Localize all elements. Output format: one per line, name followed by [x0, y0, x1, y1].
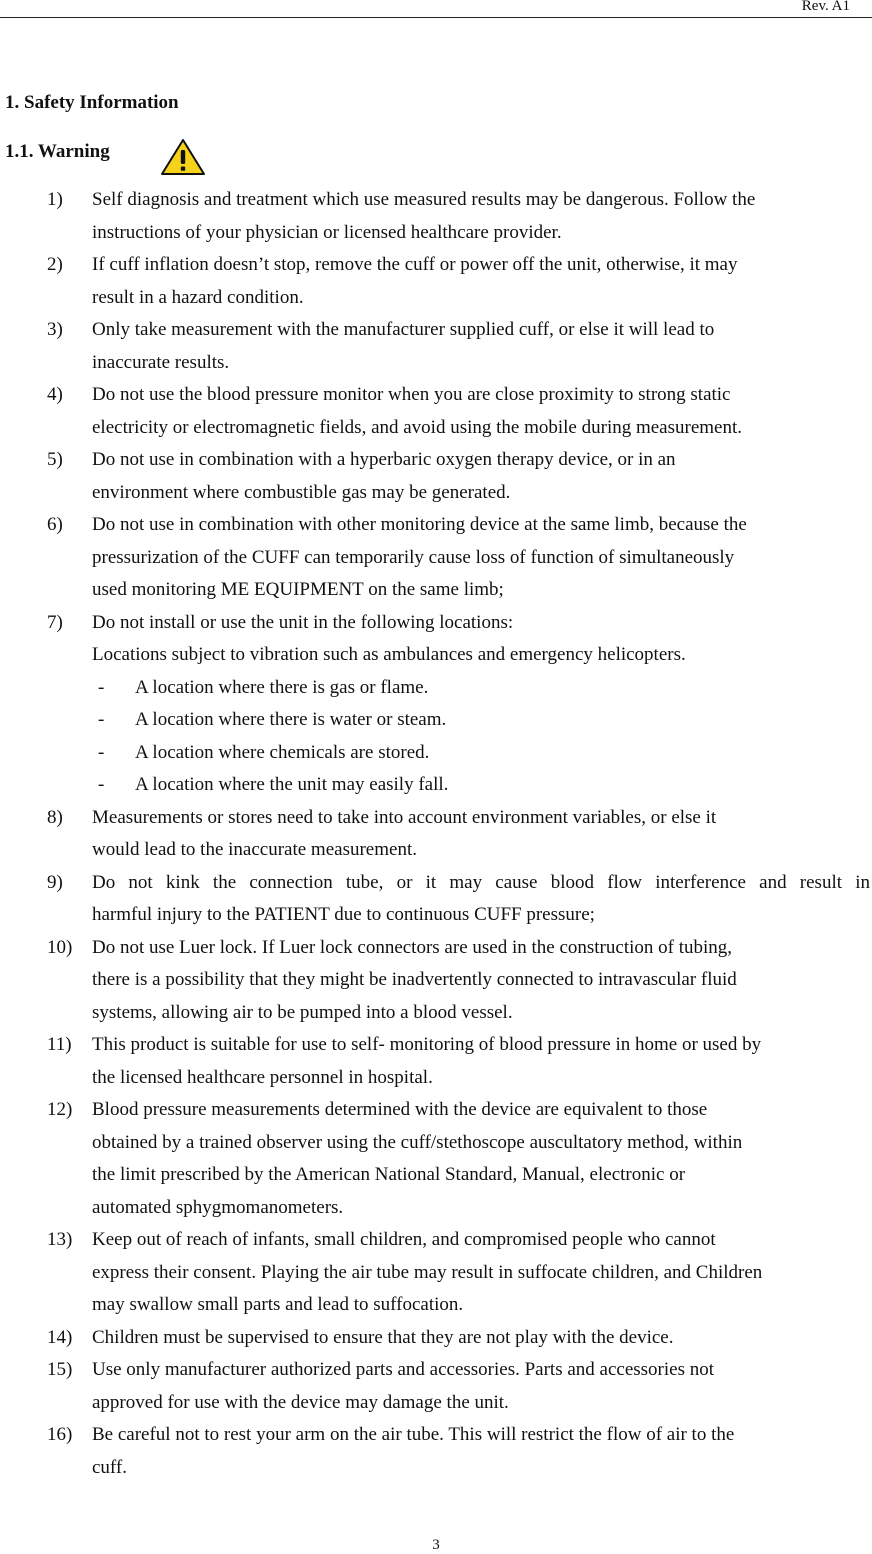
warning-item: [0, 249, 872, 314]
item-text-line: there is a possibility that they might be inadvertently connected to intravascular fluid: [92, 969, 737, 990]
header-divider: [0, 17, 872, 18]
item-text-line: Be careful not to rest your arm on the air tube. This will restrict the flow of air to the: [92, 1424, 735, 1445]
warning-item: [0, 1029, 872, 1094]
warning-item: [0, 1354, 872, 1419]
item-text-line: Do not use in combination with a hyperbaric oxygen therapy device, or in an: [92, 449, 676, 470]
item-text-line: the licensed healthcare personnel in hospital.: [92, 1066, 433, 1088]
subsection-title: 1.1. Warning: [5, 141, 110, 162]
item-text-line: pressurization of the CUFF can temporarily cause loss of function of simultaneously: [92, 546, 735, 568]
item-number: 7): [47, 611, 63, 633]
item-number: 11): [47, 1034, 72, 1055]
bullet-dash: -: [98, 709, 105, 730]
item-text-line: Do not install or use the unit in the following locations:: [92, 611, 514, 633]
item-number: 2): [47, 254, 63, 275]
item-number: 8): [47, 806, 63, 828]
item-text-line: used monitoring ME EQUIPMENT on the same limb;: [92, 579, 504, 600]
item-text-line: result in a hazard condition.: [92, 286, 304, 308]
item-text-line: Keep out of reach of infants, small children, and compromised people who cannot: [92, 1229, 716, 1250]
sub-item: [0, 704, 872, 737]
sub-item-text: A location where the unit may easily fall.: [135, 774, 449, 795]
item-text-line: instructions of your physician or licensed healthcare provider.: [92, 221, 562, 243]
item-number: 13): [47, 1229, 73, 1250]
item-text-line: environment where combustible gas may be generated.: [92, 481, 511, 503]
item-text-line: express their consent. Playing the air tube may result in suffocate children, and Children: [92, 1261, 763, 1283]
item-text-line: This product is suitable for use to self- monitoring of blood pressure in home or used by: [92, 1034, 762, 1055]
item-text-line: electricity or electromagnetic fields, and avoid using the mobile during measurement.: [92, 416, 743, 438]
item-text-line: Only take measurement with the manufacturer supplied cuff, or else it will lead to: [92, 319, 715, 340]
item-text-line: inaccurate results.: [92, 351, 230, 373]
item-text-line: automated sphygmomanometers.: [92, 1196, 344, 1218]
item-text-line: harmful injury to the PATIENT due to continuous CUFF pressure;: [92, 904, 595, 925]
item-number: 15): [47, 1359, 73, 1380]
item-text-line: Use only manufacturer authorized parts and accessories. Parts and accessories not: [92, 1359, 715, 1380]
item-text-line: approved for use with the device may damage the unit.: [92, 1391, 509, 1413]
item-number: 6): [47, 514, 63, 535]
item-text-line: Children must be supervised to ensure that they are not play with the device.: [92, 1326, 674, 1348]
item-text-line: Self diagnosis and treatment which use measured results may be dangerous. Follow the: [92, 189, 756, 210]
item-text-line: Locations subject to vibration such as ambulances and emergency helicopters.: [92, 644, 686, 665]
item-text-line: Measurements or stores need to take into account environment variables, or else it: [92, 806, 717, 828]
warning-item: [0, 314, 872, 379]
item-text-line: Do not use in combination with other monitoring device at the same limb, because the: [92, 514, 747, 535]
warning-item: [0, 1419, 872, 1484]
item-text-line: Do not use Luer lock. If Luer lock connectors are used in the construction of tubing,: [92, 936, 733, 958]
item-number: 9): [47, 871, 63, 893]
item-number: 16): [47, 1424, 73, 1445]
warning-item: [0, 509, 872, 607]
section-title: 1. Safety Information: [5, 92, 179, 113]
item-text-line: Do not use the blood pressure monitor when you are close proximity to strong static: [92, 384, 731, 405]
header-revision: Rev. A1: [801, 0, 850, 14]
item-text-line: may swallow small parts and lead to suffocation.: [92, 1294, 464, 1315]
warning-item: [0, 379, 872, 444]
warning-item: [0, 1094, 872, 1224]
sub-item-text: A location where there is water or steam.: [135, 709, 447, 730]
item-number: 1): [47, 189, 63, 210]
warning-item: [0, 867, 872, 932]
bullet-dash: -: [98, 676, 105, 698]
item-number: 4): [47, 384, 63, 405]
sub-item-text: A location where there is gas or flame.: [135, 676, 429, 698]
sub-item-text: A location where chemicals are stored.: [135, 741, 430, 763]
item-number: 12): [47, 1099, 73, 1120]
item-number: 10): [47, 936, 73, 958]
warning-triangle-icon: [160, 138, 206, 176]
page-number: 3: [432, 1537, 440, 1553]
item-text-line: cuff.: [92, 1456, 127, 1478]
sub-item: [0, 737, 872, 770]
item-number: 5): [47, 449, 63, 470]
warning-item: [0, 1224, 872, 1322]
sub-item: [0, 769, 872, 802]
warning-item: [0, 1322, 872, 1355]
warning-item: [0, 802, 872, 867]
item-text-line: Blood pressure measurements determined with the device are equivalent to those: [92, 1099, 708, 1120]
bullet-dash: -: [98, 741, 105, 763]
item-text-line: Do not kink the connection tube, or it may cause blood flow interference and result in: [92, 871, 870, 893]
item-text-line: would lead to the inaccurate measurement.: [92, 839, 417, 860]
warning-item: [0, 184, 872, 249]
item-text-line: If cuff inflation doesn’t stop, remove the cuff or power off the unit, otherwise, it may: [92, 254, 738, 275]
sub-item: [0, 672, 872, 705]
warning-item: [0, 607, 872, 672]
bullet-dash: -: [98, 774, 105, 795]
warning-item: [0, 444, 872, 509]
item-text-line: the limit prescribed by the American National Standard, Manual, electronic or: [92, 1164, 686, 1185]
warning-list: [0, 184, 872, 1484]
warning-item: [0, 932, 872, 1030]
item-number: 14): [47, 1326, 73, 1348]
item-text-line: obtained by a trained observer using the cuff/stethoscope auscultatory method, within: [92, 1131, 743, 1153]
item-text-line: systems, allowing air to be pumped into a blood vessel.: [92, 1001, 513, 1023]
item-number: 3): [47, 319, 63, 340]
